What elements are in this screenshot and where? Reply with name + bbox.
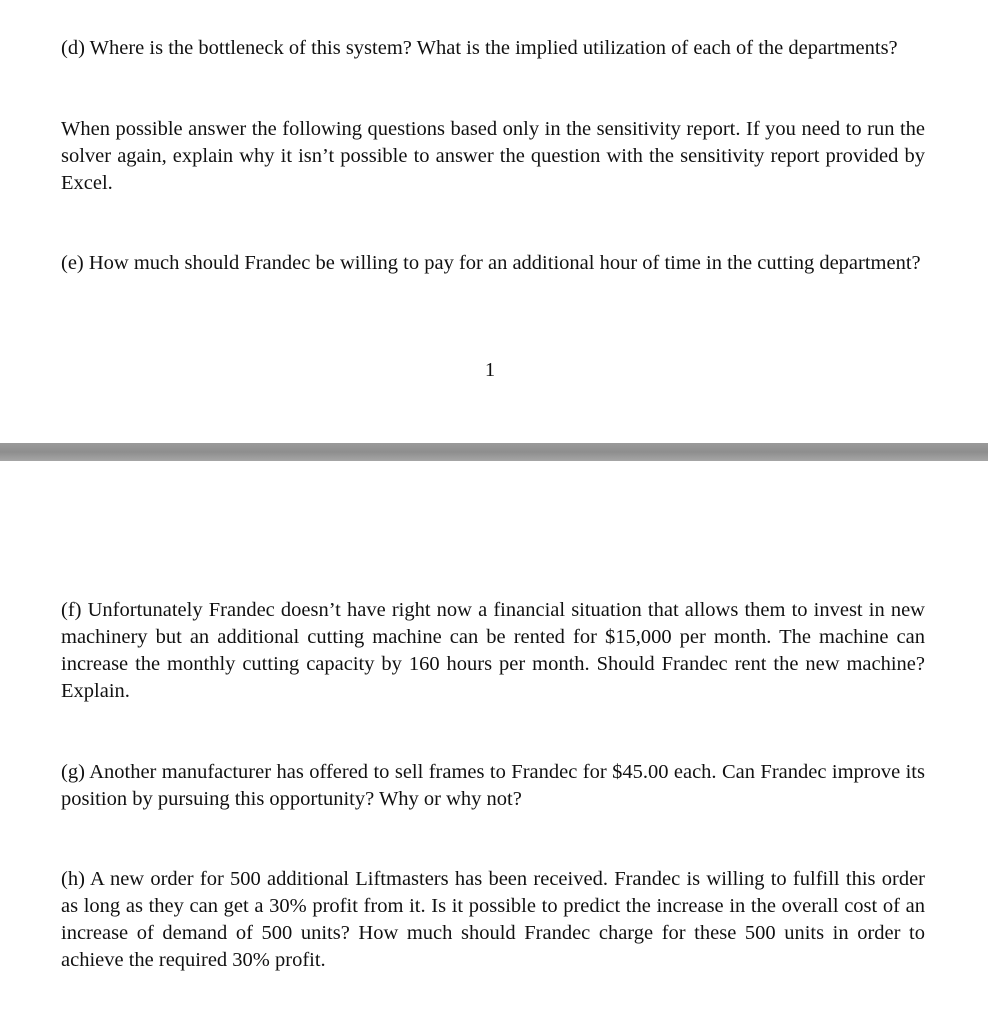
question-g: (g) Another manufacturer has offered to sell frames to Frandec for $45.00 each. Can Frandec improve its position by pursuing this opportunity? Why or why not? [61, 761, 925, 810]
question-f: (f) Unfortunately Frandec doesn’t have right now a financial situation that allows them to invest in new machinery but an additional cutting machine can be rented for $15,000 per month. The machine can increase the monthly cutting capacity by 160 hours per month. Should Frandec rent the new machine? Explain. [61, 599, 925, 702]
question-d: (d) Where is the bottleneck of this system? What is the implied utilization of each of the departments? [61, 37, 898, 59]
page-divider [0, 443, 988, 461]
question-e: (e) How much should Frandec be willing to pay for an additional hour of time in the cutting department? [61, 252, 921, 274]
instructions-paragraph: When possible answer the following questions based only in the sensitivity report. If you need to run the solver again, explain why it isn’t possible to answer the question with the sensitivity report provided by Excel. [61, 118, 925, 194]
page-number: 1 [484, 359, 496, 381]
document-page-1 [0, 0, 988, 443]
document-page-2 [0, 461, 988, 1024]
question-h: (h) A new order for 500 additional Liftmasters has been received. Frandec is willing to fulfill this order as long as they can get a 30% profit from it. Is it possible to predict the increase in the overall cost of an increase of demand of 500 units? How much should Frandec charge for these 500 units in order to achieve the required 30% profit. [61, 868, 925, 971]
